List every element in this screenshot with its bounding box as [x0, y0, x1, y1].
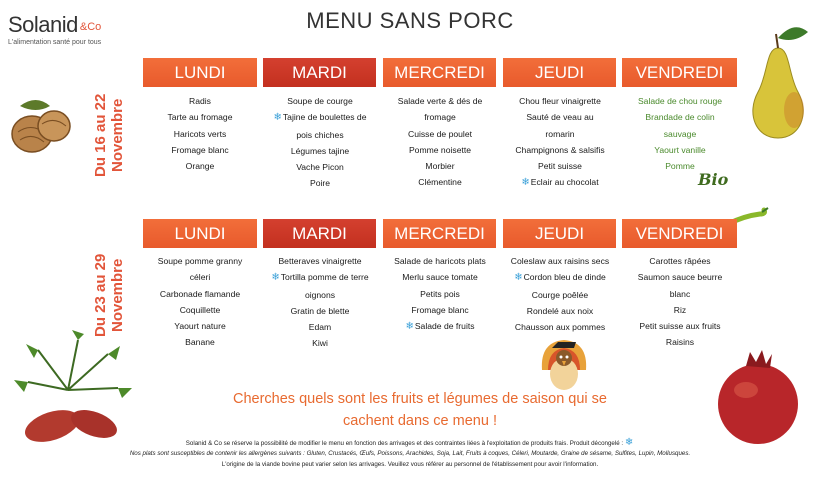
menu-item-label: Champignons & salsifis: [515, 144, 605, 155]
menu-item-label: Riz: [673, 304, 687, 315]
pomegranate-illustration: [712, 344, 804, 450]
menu-item-label: Courge poêlée: [531, 289, 589, 300]
menu-item: [496, 303, 624, 319]
menu-item: [496, 174, 624, 191]
menu-item-label: Poire: [309, 178, 331, 189]
menu-item-label: Saumon sauce beurre: [637, 272, 723, 283]
menu-item-label: Soupe de courge: [287, 96, 353, 106]
menu-item-label: Salade de haricots plats: [394, 256, 486, 266]
menu-item-label: Banane: [185, 337, 215, 348]
menu-item: [256, 93, 384, 109]
menu-list: [256, 93, 384, 192]
menu-item: [376, 158, 504, 174]
menu-item-label: sauvage: [663, 128, 697, 139]
menu-item: [496, 126, 624, 142]
day-header: MERCREDI: [383, 58, 496, 87]
menu-item-label: Salade de fruits: [414, 321, 475, 332]
menu-item: [616, 286, 744, 302]
menu-item-label: Petit suisse aux fruits: [639, 321, 721, 332]
walnuts-illustration: [6, 92, 76, 162]
menu-item-label: Clémentine: [418, 177, 462, 188]
menu-item-label: Edam: [308, 322, 332, 333]
menu-item: [376, 302, 504, 318]
menu-item-label: Vache Picon: [296, 162, 344, 173]
snowflake-icon: ❄: [405, 321, 414, 333]
menu-item: [256, 303, 384, 319]
menu-item-label: Fromage blanc: [411, 304, 469, 315]
menu-item: [376, 93, 504, 109]
menu-item-label: céleri: [189, 272, 211, 283]
menu-list: [496, 253, 624, 335]
organic-label: Bio: [698, 170, 729, 189]
menu-item-label: Yaourt nature: [174, 321, 226, 332]
menu-item: [136, 158, 264, 174]
menu-list: [256, 253, 384, 352]
day-header: JEUDI: [503, 219, 616, 248]
menu-item-label: Brandade de colin: [645, 112, 715, 123]
menu-item: [376, 269, 504, 285]
menu-item: [136, 142, 264, 158]
menu-item: [496, 109, 624, 125]
day-header: MARDI: [263, 219, 376, 248]
menu-item-label: oignons: [304, 289, 336, 300]
menu-item-label: Sauté de veau au: [526, 112, 594, 123]
menu-item-label: Radis: [189, 96, 211, 106]
menu-item-label: Carottes râpées: [649, 256, 711, 266]
menu-item-label: Tarte au fromage: [167, 112, 233, 123]
menu-item: [496, 319, 624, 335]
menu-item: [256, 253, 384, 269]
menu-item: [136, 126, 264, 142]
menu-item: [376, 286, 504, 302]
menu-item: [616, 318, 744, 334]
menu-item-label: Légumes tajine: [290, 145, 350, 156]
menu-item-label: Rondelé aux noix: [526, 305, 594, 316]
logo-tagline: L'alimentation santé pour tous: [8, 39, 102, 46]
menu-item: [496, 287, 624, 303]
menu-item-label: Chausson aux pommes: [514, 322, 606, 333]
menu-item: [496, 269, 624, 286]
menu-item-label: Raisins: [665, 337, 695, 348]
menu-list: [136, 253, 264, 351]
menu-item: [496, 253, 624, 269]
menu-item: [136, 318, 264, 334]
menu-item: [136, 286, 264, 302]
menu-item-label: fromage: [424, 112, 456, 123]
menu-item-label: Tortilla pomme de terre: [280, 272, 369, 283]
menu-item: [256, 109, 384, 126]
menu-item: [376, 318, 504, 335]
menu-item-label: Haricots verts: [173, 128, 227, 139]
menu-item-label: pois chiches: [296, 129, 344, 140]
day-header: LUNDI: [143, 58, 257, 87]
menu-item-label: Morbier: [425, 161, 455, 172]
snowflake-icon: ❄: [514, 272, 523, 284]
menu-item: [256, 287, 384, 303]
menu-item-label: romarin: [545, 128, 575, 139]
menu-list: [496, 93, 624, 192]
menu-item-label: Cordon bleu de dinde: [523, 272, 606, 283]
menu-item: [616, 142, 744, 158]
menu-item-label: Cuisse de poulet: [407, 128, 473, 139]
sweet-potato-illustration: [8, 330, 136, 454]
menu-item: [376, 126, 504, 142]
menu-list: [376, 253, 504, 335]
menu-item: [496, 93, 624, 109]
day-header: VENDREDI: [622, 219, 737, 248]
menu-item: [616, 109, 744, 125]
menu-item-label: Carbonade flamande: [159, 288, 241, 299]
menu-item: [616, 302, 744, 318]
menu-item-label: Chou fleur vinaigrette: [519, 96, 601, 106]
menu-item-label: Kiwi: [312, 338, 328, 349]
week-label-2: Du 23 au 29 Novembre: [92, 253, 126, 337]
footer-origin: L'origine de la viande bovine peut varier selon les arrivages. Veuillez vous référer au personnel de l'établissement pour avoir l'information.: [221, 461, 599, 468]
menu-item: [136, 93, 264, 109]
day-header: LUNDI: [143, 219, 257, 248]
menu-item-label: Salade verte & dés de: [397, 96, 483, 106]
menu-item-label: Salade de chou rouge: [637, 96, 723, 106]
menu-item-label: Petit suisse: [538, 161, 582, 172]
menu-list: [616, 93, 744, 174]
menu-item: [136, 302, 264, 318]
menu-item: [496, 142, 624, 158]
menu-item-label: Orange: [185, 161, 215, 172]
footer-allergens: Nos plats sont susceptibles de contenir les allergènes suivants : Gluten, Crustacés, Œufs, Poissons, Arachides, Soja, Lait, Fruits à coques, Céleri, Moutarde, Graine de sésame, Sulfites, Lupin, Mollusques.: [129, 450, 691, 457]
day-header: MERCREDI: [383, 219, 496, 248]
week-label-1: Du 16 au 22 Novembre: [92, 93, 126, 177]
menu-item: [376, 174, 504, 190]
day-header: VENDREDI: [622, 58, 737, 87]
menu-item-label: Yaourt vanille: [654, 144, 706, 155]
snowflake-icon: ❄: [624, 437, 634, 448]
page-title: MENU SANS PORC: [306, 8, 514, 33]
menu-item: [616, 158, 744, 174]
menu-item: [616, 93, 744, 109]
menu-list: [136, 93, 264, 174]
menu-item-label: Coleslaw aux raisins secs: [510, 256, 610, 266]
menu-item: [616, 126, 744, 142]
menu-item-label: Gratin de blette: [290, 305, 350, 316]
footer-line-1: Solanid & Co se réserve la possibilité de modifier le menu en fonction des arrivages et des contraintes liées à l'exploitation de produits frais. Produit décongelé :: [185, 440, 624, 447]
menu-item: [136, 269, 264, 285]
menu-item: [616, 253, 744, 269]
pear-illustration: [744, 18, 812, 142]
turkey-illustration: [536, 334, 592, 394]
snowflake-icon: ❄: [271, 272, 280, 284]
menu-item: [376, 109, 504, 125]
menu-item: [256, 269, 384, 286]
menu-item: [136, 334, 264, 350]
menu-item: [616, 269, 744, 285]
menu-item-label: Soupe pomme granny: [157, 256, 243, 266]
day-header: JEUDI: [503, 58, 616, 87]
menu-item-label: Eclair au chocolat: [530, 177, 599, 188]
menu-item-label: Coquillette: [179, 304, 221, 315]
snowflake-icon: ❄: [273, 112, 282, 124]
menu-item: [376, 142, 504, 158]
day-header: MARDI: [263, 58, 376, 87]
menu-item: [136, 109, 264, 125]
menu-list: [616, 253, 744, 351]
menu-item-label: blanc: [669, 288, 691, 299]
menu-item: [256, 335, 384, 351]
menu-item-label: Pomme noisette: [408, 144, 472, 155]
menu-item-label: Tajine de boulettes de: [282, 112, 367, 123]
menu-item-label: Fromage blanc: [171, 144, 229, 155]
menu-item: [256, 175, 384, 191]
seasonal-promo-text: Cherches quels sont les fruits et légumes de saison qui se cachent dans ce menu !: [233, 391, 607, 429]
menu-item-label: Merlu sauce tomate: [402, 272, 478, 283]
menu-item: [136, 253, 264, 269]
menu-item: [256, 159, 384, 175]
menu-list: [376, 93, 504, 191]
menu-item: [256, 319, 384, 335]
menu-item-label: Petits pois: [420, 288, 460, 299]
menu-item: [256, 143, 384, 159]
menu-item: [616, 334, 744, 350]
logo-name: Solanid: [8, 12, 78, 37]
logo-co: &Co: [79, 21, 102, 33]
menu-item: [376, 253, 504, 269]
menu-item-label: Pomme: [665, 161, 695, 172]
menu-item-label: Betteraves vinaigrette: [278, 256, 362, 266]
footer-disclaimer: [0, 437, 820, 448]
snowflake-icon: ❄: [521, 177, 530, 189]
menu-item: [496, 158, 624, 174]
menu-item: [256, 127, 384, 143]
